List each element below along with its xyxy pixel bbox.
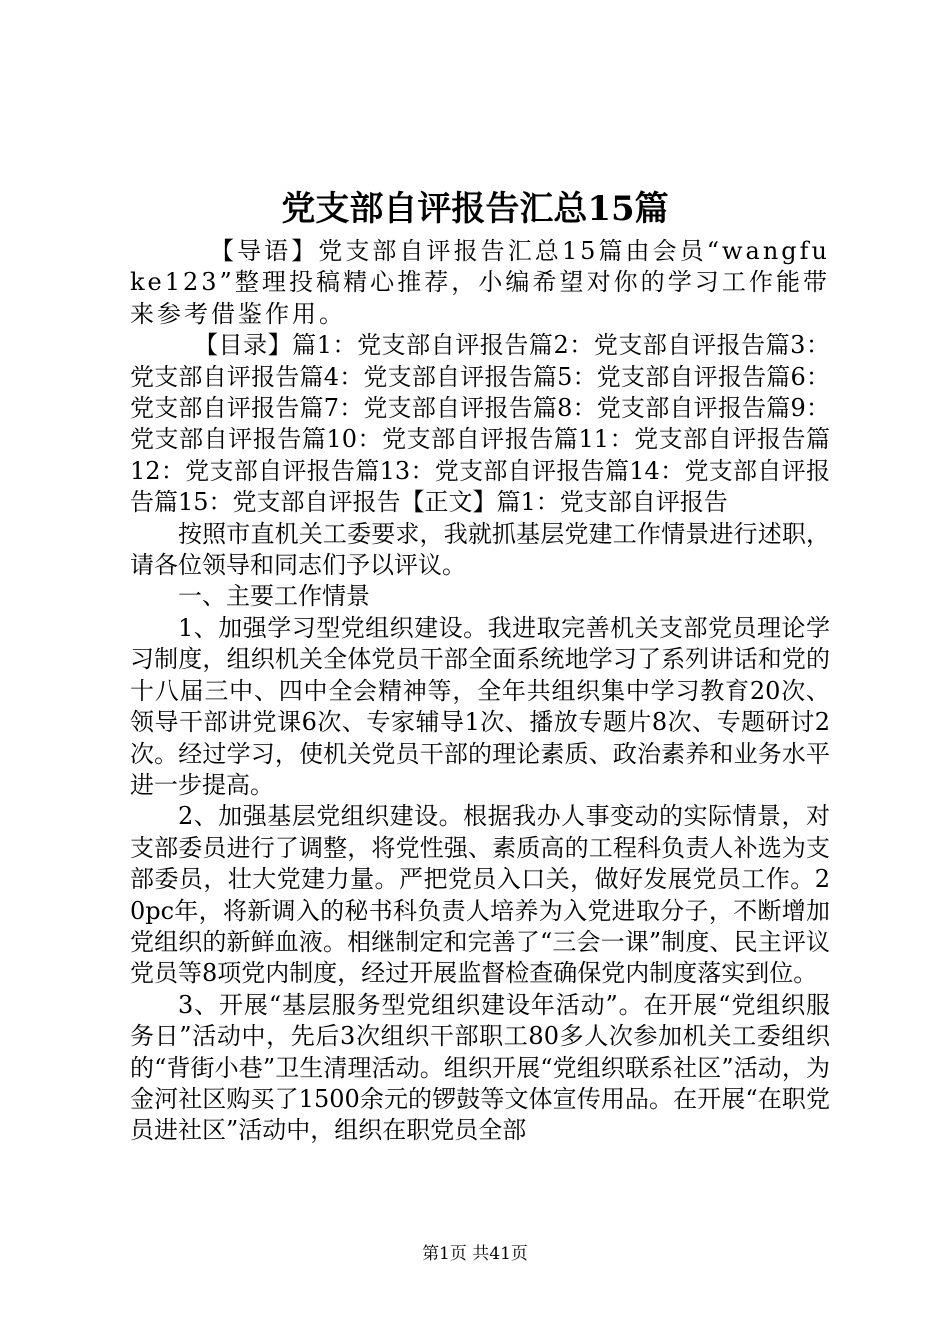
paragraph-item-2: 2、加强基层党组织建设。根据我办人事变动的实际情景，对支部委员进行了调整，将党性强、素质高的工程科负责人补选为支部委员，壮大党建力量。严把党员入口关，做好发展党员工作。20pc年，将新调入的秘书科负责人培养为入党进取分子，不断增加党组织的新鲜血液。相继制定和完善了“三会一课”制度、民主评议党员等8项党内制度，经过开展监督检查确保党内制度落实到位。 <box>130 802 830 988</box>
section-heading: 一、主要工作情景 <box>178 582 370 611</box>
paragraph-table-of-contents: 【目录】篇1：党支部自评报告篇2：党支部自评报告篇3：党支部自评报告篇4：党支部自评报告篇5：党支部自评报告篇6：党支部自评报告篇7：党支部自评报告篇8：党支部自评报告篇9：党支部自评报告篇10：党支部自评报告篇11：党支部自评报告篇12：党支部自评报告篇13：党支部自评报告篇14：党支部自评报告篇15：党支部自评报告【正文】篇1：党支部自评报告 <box>130 331 830 517</box>
document-body <box>130 236 830 1147</box>
page-footer: 第1页 共41页 <box>422 1244 528 1264</box>
paragraph-intro: 【导语】党支部自评报告汇总15篇由会员“wangfuke123”整理投稿精心推荐，小编希望对你的学习工作能带来参考借鉴作用。 <box>130 237 830 328</box>
paragraph-item-1: 1、加强学习型党组织建设。我进取完善机关支部党员理论学习制度，组织机关全体党员干部全面系统地学习了系列讲话和党的十八届三中、四中全会精神等，全年共组织集中学习教育20次、领导干部讲党课6次、专家辅导1次、播放专题片8次、专题研讨2次。经过学习，使机关党员干部的理论素质、政治素养和业务水平进一步提高。 <box>130 613 830 799</box>
paragraph-opening: 按照市直机关工委要求，我就抓基层党建工作情景进行述职，请各位领导和同志们予以评议。 <box>130 519 830 580</box>
document-title: 党支部自评报告汇总15篇 <box>281 189 669 229</box>
paragraph-item-3: 3、开展“基层服务型党组织建设年活动”。在开展“党组织服务日”活动中，先后3次组织干部职工80多人次参加机关工委组织的“背街小巷”卫生清理活动。组织开展“党组织联系社区”活动，为金河社区购买了1500余元的锣鼓等文体宣传用品。在开展“在职党员进社区”活动中，组织在职党员全部 <box>130 990 830 1145</box>
